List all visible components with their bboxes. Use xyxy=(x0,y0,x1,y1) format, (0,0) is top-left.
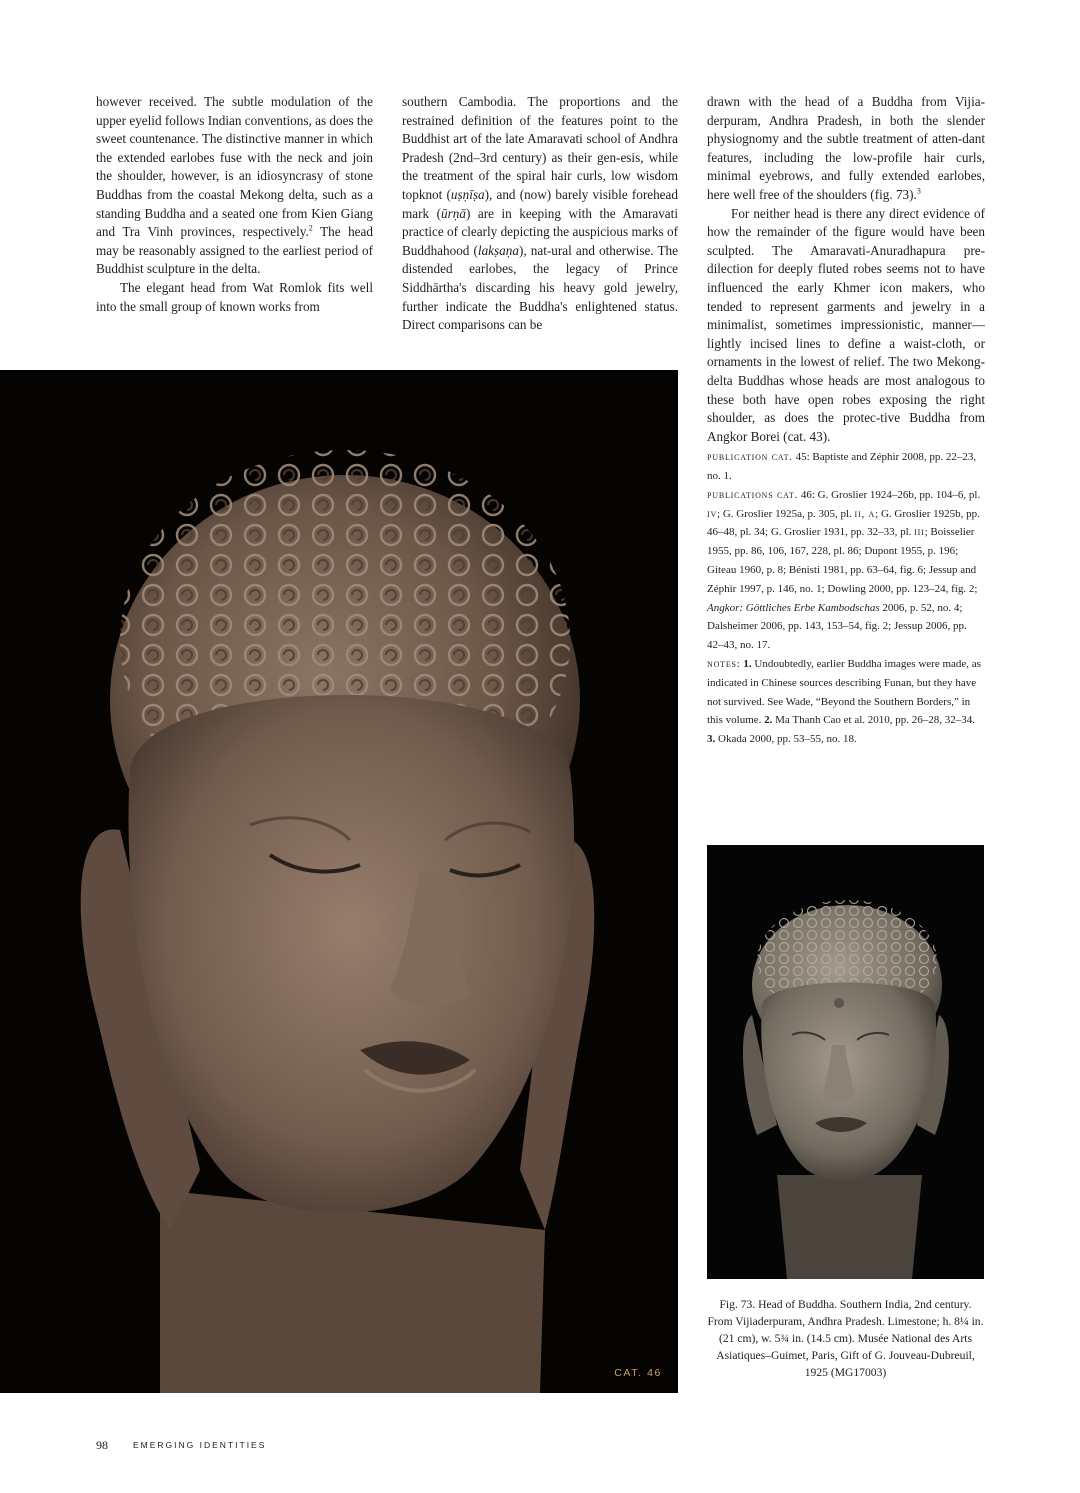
text-column-3 xyxy=(707,93,985,749)
figure-73-caption: Fig. 73. Head of Buddha. Southern India, 2nd century. From Vijiaderpuram, Andhra Pradesh. Limestone; h. 8¼ in. (21 cm), w. 5¾ in. (14.5 cm). Musée National des Arts Asiatiques–Guimet, Paris, Gift of G. Jouveau-Dubreuil, 1925 (MG17003) xyxy=(707,1298,984,1379)
buddha-head-photo-fig-73 xyxy=(707,845,984,1279)
paragraph: For neither head is there any direct evidence of how the remainder of the figure would have been sculpted. The Amaravati-Anuradhapura pre-dilection for deeply fluted robes seems not to have influenced the early Khmer icon makers, who tended to represent garments and jewelry in a minimalist, sometimes impressionistic, manner—lightly incised lines to define a waist-cloth, or ornaments in the lowest of relief. The two Mekong-delta Buddhas whose heads are most analogous to these both have open robes exposing the right shoulder, as does the protec-tive Buddha from Angkor Borei (cat. 43). xyxy=(707,205,985,444)
publication-cat-45: publication cat. 45: Baptiste and Zéphir 2008, pp. 22–23, no. 1. xyxy=(707,451,977,483)
paragraph: The elegant head from Wat Romlok fits well into the small group of known works from xyxy=(96,279,373,314)
paragraph: southern Cambodia. The proportions and the restrained definition of the features point to the Buddhist art of the late Amaravati school of Andhra Pradesh (2nd–3rd century) as their gen-esis, while the treatment of the spiral hair curls, low wisdom topknot (uṣṇīṣa), and (now) barely visible forehead mark (ūrṇā) are in keeping with the Amaravati practice of clearly depicting the auspicious marks of Buddhahood (lakṣaṇa), nat-ural and otherwise. The distended earlobes, the legacy of Prince Siddhārtha's discarding his heavy gold jewelry, further indicate the Buddha's enlightened status. Direct comparisons can be xyxy=(402,94,678,333)
footnote-ref[interactable]: 2 xyxy=(308,223,313,233)
limestone-buddha-illustration xyxy=(707,845,984,1279)
italic-term: lakṣaṇa xyxy=(477,242,519,258)
paragraph: however received. The subtle modulation of the upper eyelid follows Indian conventions, as does the sweet countenance. The distinctive manner in which the extended earlobes fuse with the neck and join the shoulder, however, is an idiosyncrasy of stone Buddhas from the coastal Mekong delta, such as a standing Buddha and a seated one from Kien Giang and Tra Vinh provinces, respectively.$^2$ The head may be reasonably assigned to the earliest period of Buddhist sculpture in the delta. xyxy=(96,94,373,277)
running-head: EMERGING IDENTITIES xyxy=(133,1440,267,1450)
italic-term: ūrṇā xyxy=(441,205,466,221)
notes: notes: 1. Undoubtedly, earlier Buddha images were made, as indicated in Chinese sources describing Funan, but they have not survived. See Wade, “Beyond the Southern Borders,” in this volume. 2. Ma Thanh Cao et al. 2010, pp. 26–28, 32–34. 3. Okada 2000, pp. 53–55, no. 18. xyxy=(707,658,981,746)
publications-cat-46: publications cat. 46: G. Groslier 1924–26b, pp. 104–6, pl. iv; G. Groslier 1925a, p. 305, pl. ii, a; G. Groslier 1925b, pp. 46–48, pl. 34; G. Groslier 1931, pp. 32–33, pl. iii; Boisselier 1955, pp. 86, 106, 167, 228, pl. 86; Dupont 1955, p. 196; Giteau 1960, p. 8; Bénisti 1981, pp. 63–64, fig. 6; Jessup and Zéphir 1997, p. 146, no. 1; Dowling 2000, pp. 123–24, fig. 2; Angkor: Göttliches Erbe Kambodschas 2006, p. 52, no. 4; Dalsheimer 2006, pp. 143, 153–54, fig. 2; Jessup 2006, pp. 42–43, no. 17. xyxy=(707,488,981,652)
buddha-head-photo-cat-46 xyxy=(0,370,678,1393)
buddha-head-illustration xyxy=(0,370,678,1393)
paragraph: drawn with the head of a Buddha from Vijia-derpuram, Andhra Pradesh, in both the slender physiognomy and the subtle treatment of atten-dant features, including the low-profile hair curls, minimal eyebrows, and fully extended earlobes, here well free of the shoulders (fig. 73).$^3$ xyxy=(707,94,985,202)
catalogue-label: CAT. 46 xyxy=(614,1367,662,1379)
page-number: 98 xyxy=(96,1438,108,1452)
text-column-1 xyxy=(96,93,373,316)
italic-term: uṣṇīṣa xyxy=(450,186,485,202)
text-column-2 xyxy=(402,93,678,335)
footnote-ref[interactable]: 3 xyxy=(916,186,921,196)
